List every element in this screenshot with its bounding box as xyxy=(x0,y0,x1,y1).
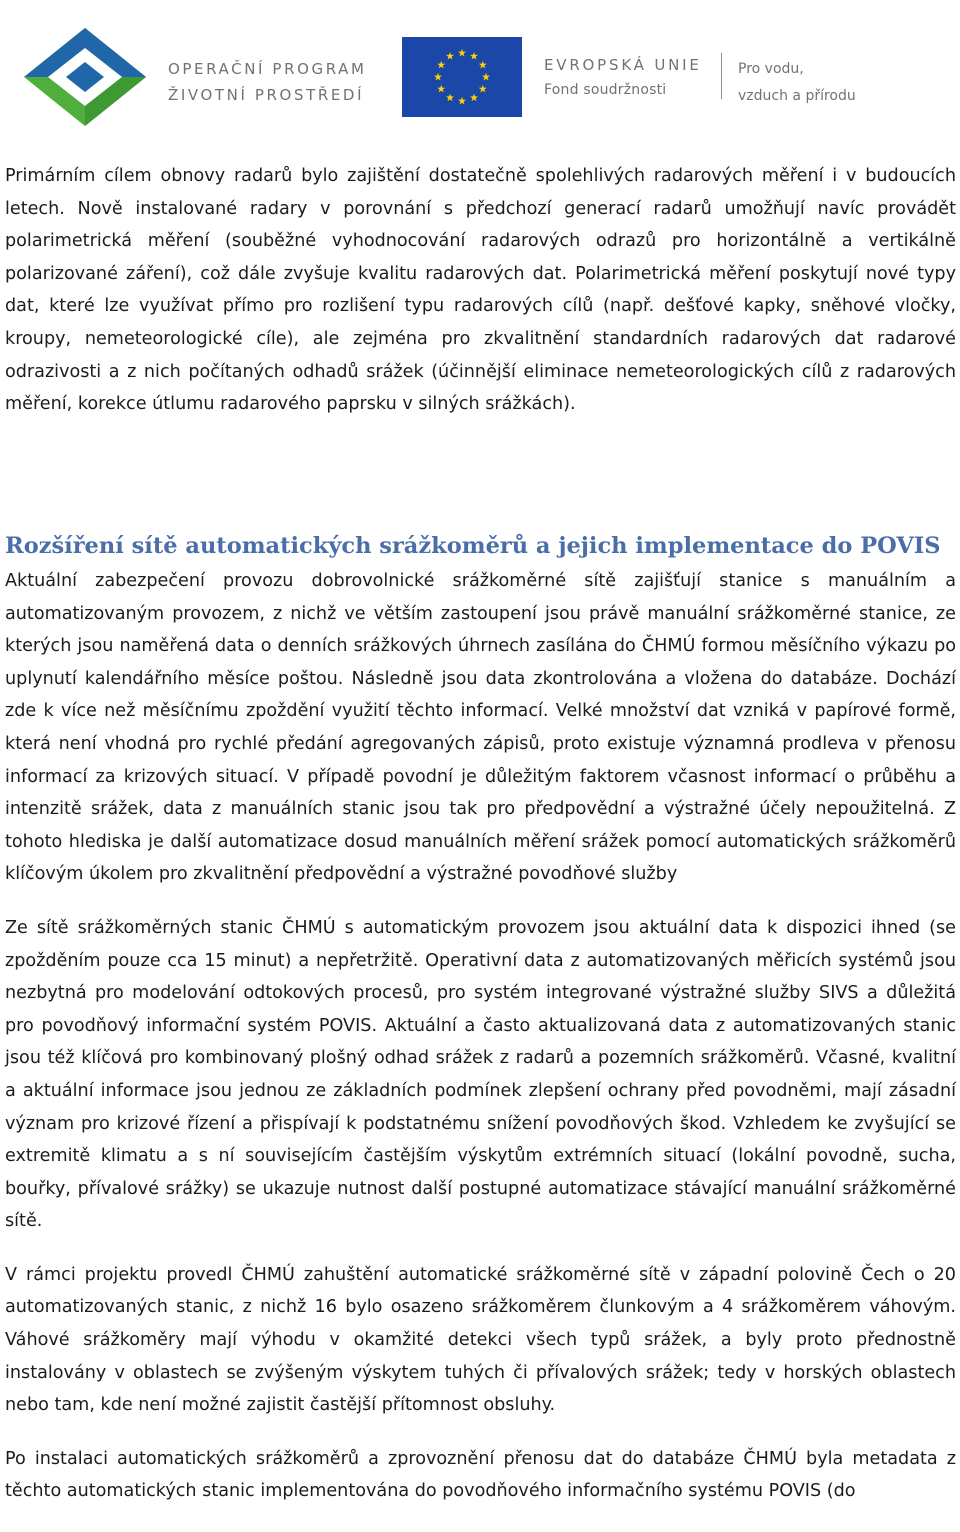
slogan-line2: vzduch a přírodu xyxy=(738,88,856,104)
section-paragraph-3: V rámci projektu provedl ČHMÚ zahuštění automatické srážkoměrné sítě v západní polovině Čech o 20 automatizovaných stanic, z nichž 16 bylo osazeno srážkoměrem člunkovým a 4 srážkoměrem váhovým. Váhové srážkoměry mají výhodu v okamžité detekci všech typů srážek, a byly proto přednostně instalovány v oblastech se zvýšeným výskytem tuhých či přívalových srážek; tedy v horských oblastech nebo tam, kde není možné zajistit častější přítomnost obsluhy. xyxy=(5,1264,956,1416)
header xyxy=(0,0,960,150)
eu-flag-icon xyxy=(402,37,522,117)
opzp-logo-icon xyxy=(22,26,148,128)
eu-title: EVROPSKÁ UNIE xyxy=(544,56,702,74)
section-paragraph-2: Ze sítě srážkoměrných stanic ČHMÚ s automatickým provozem jsou aktuální data k dispozici ihned (se zpožděním pouze cca 15 minut) a nepřetržitě. Operativní data z automatizovaných měřicích systémů jsou nezbytná pro modelování odtokových procesů, pro systém integrované výstražné služby SIVS a důležitá pro povodňový informační systém POVIS. Aktuální a často aktualizovaná data z automatizovaných stanic jsou též klíčová pro kombinovaný plošný odhad srážek z radarů a pozemních srážkoměrů. Včasné, kvalitní a aktuální informace jsou jednou ze základních podmínek zlepšení ochrany před povodněmi, mají zásadní význam pro krizové řízení a přispívají k podstatnému snížení povodňových škod. Vzhledem ke zvyšující se extremitě klimatu a s ní souvisejícím častějším výskytům extrémních situací (lokální povodně, sucha, bouřky, přívalové srážky) se ukazuje nutnost další postupné automatizace stávající manuální srážkoměrné sítě. xyxy=(5,917,956,1232)
slogan xyxy=(738,56,856,110)
slogan-line1: Pro vodu, xyxy=(738,61,804,77)
opzp-line1: OPERAČNÍ PROGRAM xyxy=(168,60,367,78)
opzp-logo-text xyxy=(168,56,367,108)
section-body xyxy=(5,565,956,1508)
section-paragraph-4: Po instalaci automatických srážkoměrů a zprovoznění přenosu dat do databáze ČHMÚ byla metadata z těchto automatických stanic implementována do povodňového informačního systému POVIS (do xyxy=(5,1448,956,1502)
intro-section xyxy=(5,160,956,421)
opzp-line2: ŽIVOTNÍ PROSTŘEDÍ xyxy=(168,86,365,104)
intro-paragraph: Primárním cílem obnovy radarů bylo zajištění dostatečně spolehlivých radarových měření i v budoucích letech. Nově instalované radary v porovnání s předchozí generací radarů umožňují navíc provádět polarimetrická měření (souběžné vyhodnocování radarových odrazů pro horizontálně a vertikálně polarizované záření), což dále zvyšuje kvalitu radarových dat. Polarimetrická měření poskytují nové typy dat, které lze využívat přímo pro rozlišení typu radarových cílů (např. dešťové kapky, sněhové vločky, kroupy, nemeteorologické cíle), ale zejména pro zkvalitnění standardních radarových dat radarové odrazivosti a z nich počítaných odhadů srážek (účinnější eliminace nemeteorologických cílů z radarových měření, korekce útlumu radarového paprsku v silných srážkách). xyxy=(5,166,956,415)
eu-text xyxy=(544,55,702,105)
eu-subtitle: Fond soudržnosti xyxy=(544,82,667,98)
section-paragraph-1: Aktuální zabezpečení provozu dobrovolnické srážkoměrné sítě zajišťují stanice s manuálním a automatizovaným provozem, z nichž ve větším zastoupení jsou právě manuální srážkoměrné stanice, ze kterých jsou naměřená data o denních srážkových úhrnech zasílána do ČHMÚ formou měsíčního výkazu po uplynutí kalendářního měsíce poštou. Následně jsou data zkontrolována a vložena do databáze. Dochází zde k více než měsíčnímu zpoždění využití těchto informací. Velké množství dat vzniká v papírové formě, která není vhodná pro rychlé předání agregovaných zápisů, proto existuje významná prodleva v přenosu informací za krizových situací. V případě povodní je důležitým faktorem včasnost informací o průběhu a intenzitě srážek, data z manuálních stanic jsou tak pro předpovědní a výstražné účely nepoužitelná. Z tohoto hlediska je další automatizace dosud manuálních měření srážek pomocí automatických srážkoměrů klíčovým úkolem pro zkvalitnění předpovědní a výstražné povodňové služby xyxy=(5,571,956,885)
section-heading: Rozšíření sítě automatických srážkoměrů a jejich implementace do POVIS xyxy=(5,533,941,559)
header-divider xyxy=(721,53,722,99)
